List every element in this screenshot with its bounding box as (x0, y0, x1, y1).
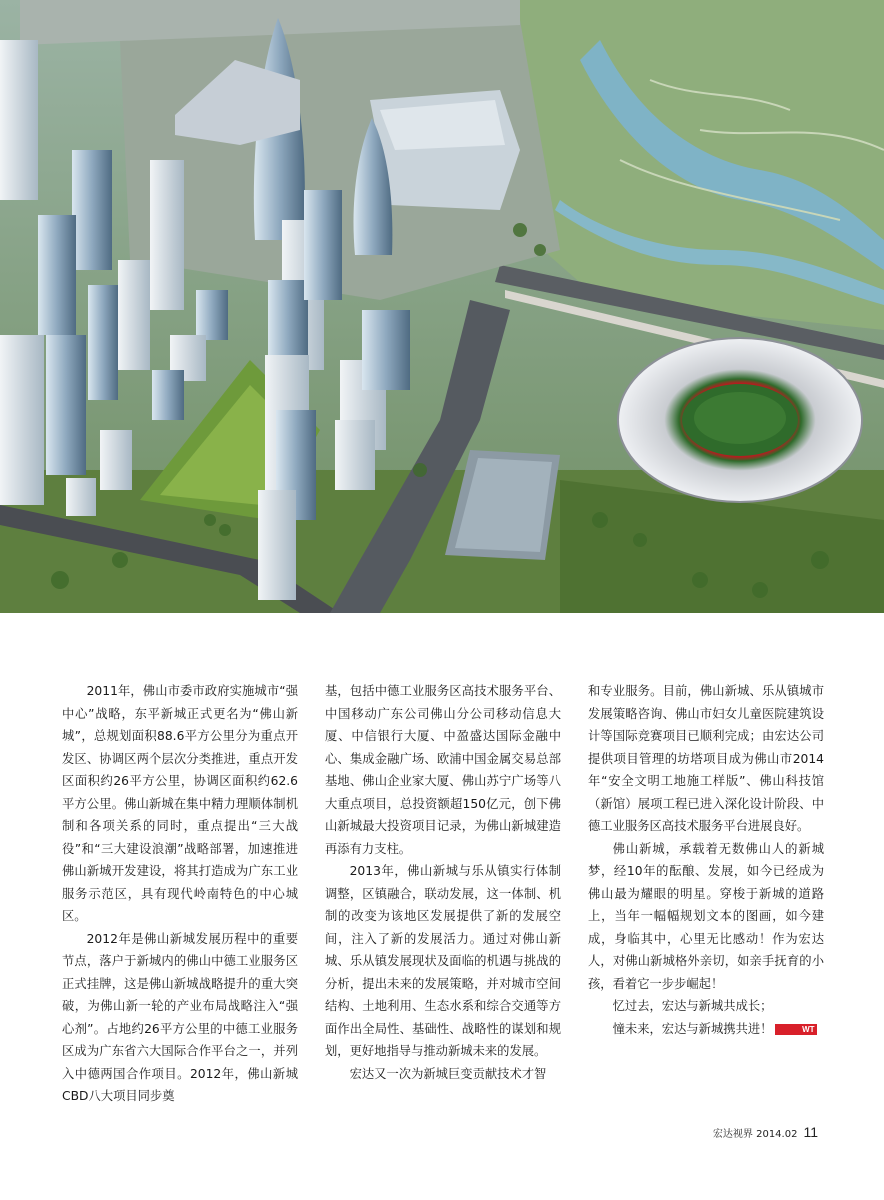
paragraph: 忆过去，宏达与新城共成长； (612, 999, 773, 1013)
article-column-1 (62, 680, 298, 1108)
article-column-3 (588, 680, 824, 1040)
paragraph: 佛山新城，承载着无数佛山人的新城梦，经10年的酝酿、发展，如今已经成为佛山最为耀眼的明星。穿梭于新城的道路上，当年一幅幅规划文本的图画，如今建成，身临其中，心里无比感动！作为宏达人，对佛山新城格外亲切，如亲手抚育的小孩，看着它一步步崛起！ (588, 841, 824, 991)
page-number: 11 (803, 1124, 818, 1140)
paragraph: 基，包括中德工业服务区高技术服务平台、中国移动广东公司佛山分公司移动信息大厦、中信银行大厦、中盈盛达国际金融中心、集成金融广场、欧浦中国金属交易总部基地、佛山企业家大厦、佛山苏宁广场等八大重点项目，总投资额超150亿元，创下佛山新城最大投资项目记录，为佛山新城建造再添有力支柱。 (325, 684, 561, 856)
paragraph: 2012年是佛山新城发展历程中的重要节点，落户于新城内的佛山中德工业服务区正式挂牌，这是佛山新城战略提升的重大突破，为佛山新一轮的产业布局战略注入“强心剂”。占地约26平方公里的中德工业服务区成为广东省六大国际合作平台之一，并列入中德两国合作项目。2012年，佛山新城CBD八大项目同步奠 (62, 931, 298, 1103)
end-mark-badge: WT (775, 1024, 816, 1035)
paragraph: 宏达又一次为新城巨变贡献技术才智 (349, 1066, 547, 1081)
closing-line: 憧未来，宏达与新城携共进！ (612, 1021, 773, 1036)
article-column-2 (325, 680, 561, 1085)
publication-label: 宏达视界 2014.02 (712, 1129, 798, 1140)
page-footer (713, 1124, 818, 1140)
paragraph: 2011年，佛山市委市政府实施城市“强中心”战略，东平新城正式更名为“佛山新城”，总规划面积88.6平方公里分为重点开发区、协调区两个层次分类推进，重点开发区面积约26平方公里，协调区面积约62.6平方公里。佛山新城在集中精力理顺体制机制和各项关系的同时，重点提出“三大战役”和“三大建设浪潮”战略部署，加速推进佛山新城开发建设，将其打造成为广东工业服务示范区，具有现代岭南特色的中心城区。 (62, 684, 298, 923)
paragraph: 和专业服务。目前，佛山新城、乐从镇城市发展策略咨询、佛山市妇女儿童医院建筑设计等国际竞赛项目已顺利完成；由宏达公司提供项目管理的坊塔项目成为佛山市2014年“安全文明工地施工样版”、佛山科技馆（新馆）展项工程已进入深化设计阶段、中德工业服务区高技术服务平台进展良好。 (588, 684, 824, 833)
paragraph: 2013年，佛山新城与乐从镇实行体制调整，区镇融合，联动发展，这一体制、机制的改变为该地区发展提供了新的发展空间，注入了新的发展活力。通过对佛山新城、乐从镇发展现状及面临的机遇与挑战的分析，提出未来的发展策略，并对城市空间结构、土地利用、生态水系和综合交通等方面作出全局性、基础性、战略性的谋划和规划，更好地指导与推动新城未来的发展。 (325, 864, 561, 1058)
closing-paragraph (588, 1018, 824, 1041)
